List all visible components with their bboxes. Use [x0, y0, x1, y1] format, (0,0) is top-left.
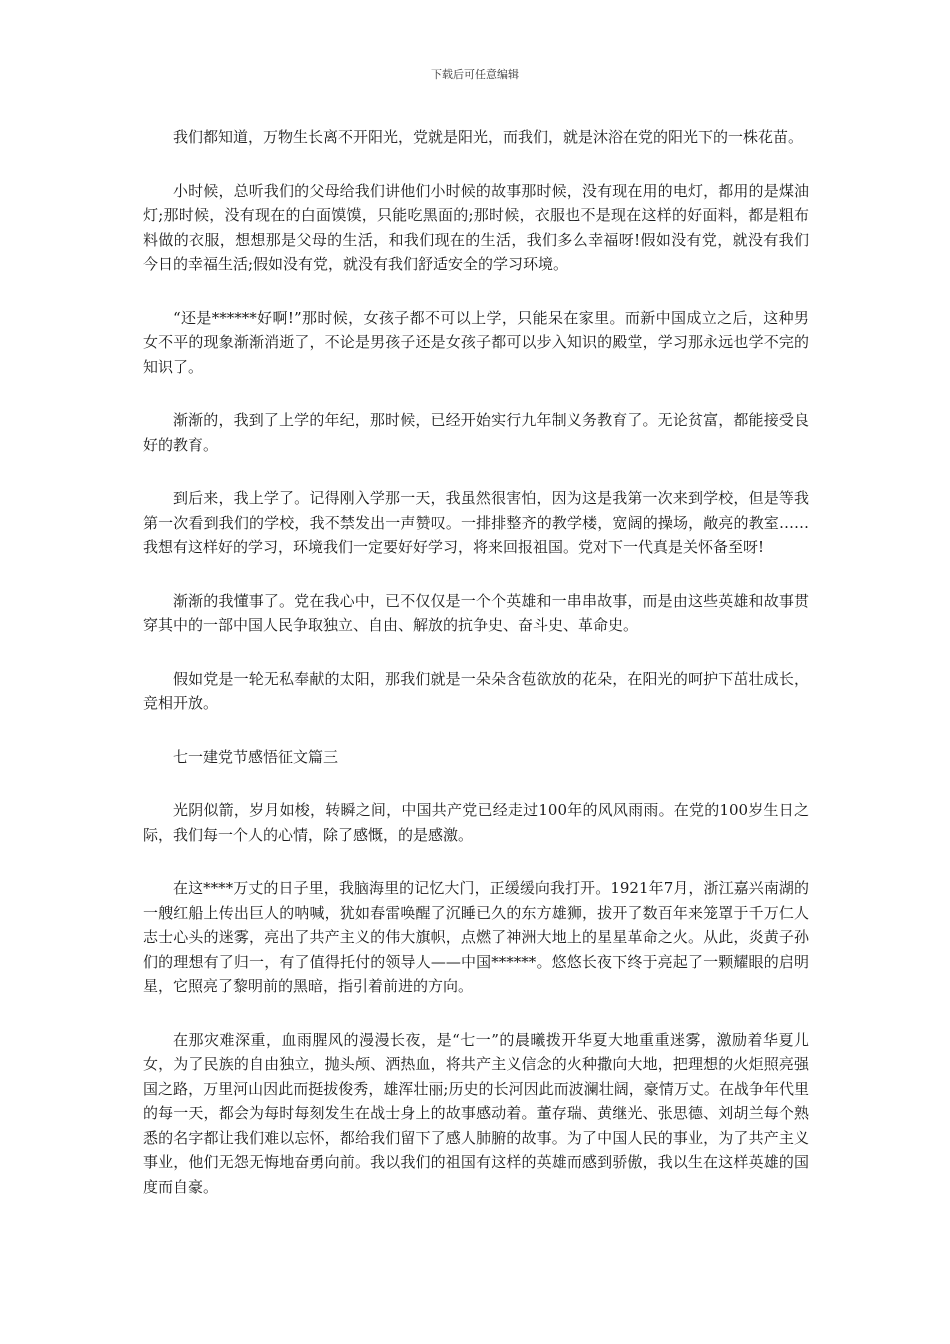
paragraph-6: 渐渐的我懂事了。党在我心中，已不仅仅是一个个英雄和一串串故事，而是由这些英雄和故事贯穿其中的一部中国人民争取独立、自由、解放的抗争史、奋斗史、革命史。 [143, 591, 809, 634]
paragraph-8: 光阴似箭，岁月如梭，转瞬之间，中国共产党已经走过100年的风风雨雨。在党的100岁生日之际，我们每一个人的心情，除了感慨，的是感激。 [143, 801, 809, 844]
document-body [143, 125, 809, 1228]
page-header: 下载后可任意编辑 [431, 68, 519, 81]
paragraph-4: 渐渐的，我到了上学的年纪，那时候，已经开始实行九年制义务教育了。无论贫富，都能接受良好的教育。 [143, 411, 809, 454]
paragraph-10: 在那灾难深重，血雨腥风的漫漫长夜，是“七一”的晨曦拨开华夏大地重重迷雾，激励着华夏儿女，为了民族的自由独立，抛头颅、洒热血，将共产主义信念的火种撒向大地，把理想的火炬照亮强国之路，万里河山因此而挺拔俊秀，雄浑壮丽;历史的长河因此而波澜壮阔，豪情万丈。在战争年代里的每一天，都会为每时每刻发生在战士身上的故事感动着。董存瑞、黄继光、张思德、刘胡兰每个熟悉的名字都让我们难以忘怀，都给我们留下了感人肺腑的故事。为了中国人民的事业，为了共产主义事业，他们无怨无悔地奋勇向前。我以我们的祖国有这样的英雄而感到骄傲，我以生在这样英雄的国度而自豪。 [143, 1030, 809, 1196]
paragraph-3: “还是******好啊!”那时候，女孩子都不可以上学，只能呆在家里。而新中国成立之后，这种男女不平的现象渐渐消逝了，不论是男孩子还是女孩子都可以步入知识的殿堂，学习那永远也学不完的知识了。 [143, 308, 809, 376]
paragraph-5: 到后来，我上学了。记得刚入学那一天，我虽然很害怕，因为这是我第一次来到学校，但是等我第一次看到我们的学校，我不禁发出一声赞叹。一排排整齐的教学楼，宽阔的操场，敞亮的教室……我想有这样好的学习，环境我们一定要好好学习，将来回报祖国。党对下一代真是关怀备至呀! [143, 489, 809, 556]
paragraph-7: 假如党是一轮无私奉献的太阳，那我们就是一朵朵含苞欲放的花朵，在阳光的呵护下茁壮成长，竞相开放。 [143, 669, 809, 712]
paragraph-1: 我们都知道，万物生长离不开阳光，党就是阳光，而我们，就是沐浴在党的阳光下的一株花苗。 [173, 128, 804, 146]
section-heading: 七一建党节感悟征文篇三 [173, 747, 339, 766]
paragraph-2: 小时候，总听我们的父母给我们讲他们小时候的故事那时候，没有现在用的电灯，都用的是煤油灯;那时候，没有现在的白面馍馍，只能吃黑面的;那时候，衣服也不是现在这样的好面料，都是粗布料做的衣服，想想那是父母的生活，和我们现在的生活，我们多么幸福呀!假如没有党，就没有我们今日的幸福生活;假如没有党，就没有我们舒适安全的学习环境。 [143, 181, 809, 273]
paragraph-9: 在这****万丈的日子里，我脑海里的记忆大门，正缓缓向我打开。1921年7月，浙江嘉兴南湖的一艘红船上传出巨人的呐喊，犹如春雷唤醒了沉睡已久的东方雄狮，拔开了数百年来笼罩于千万仁人志士心头的迷雾，亮出了共产主义的伟大旗帜，点燃了神洲大地上的星星革命之火。从此，炎黄子孙们的理想有了归一，有了值得托付的领导人——中国******。悠悠长夜下终于亮起了一颗耀眼的启明星，它照亮了黎明前的黑暗，指引着前进的方向。 [143, 879, 809, 995]
